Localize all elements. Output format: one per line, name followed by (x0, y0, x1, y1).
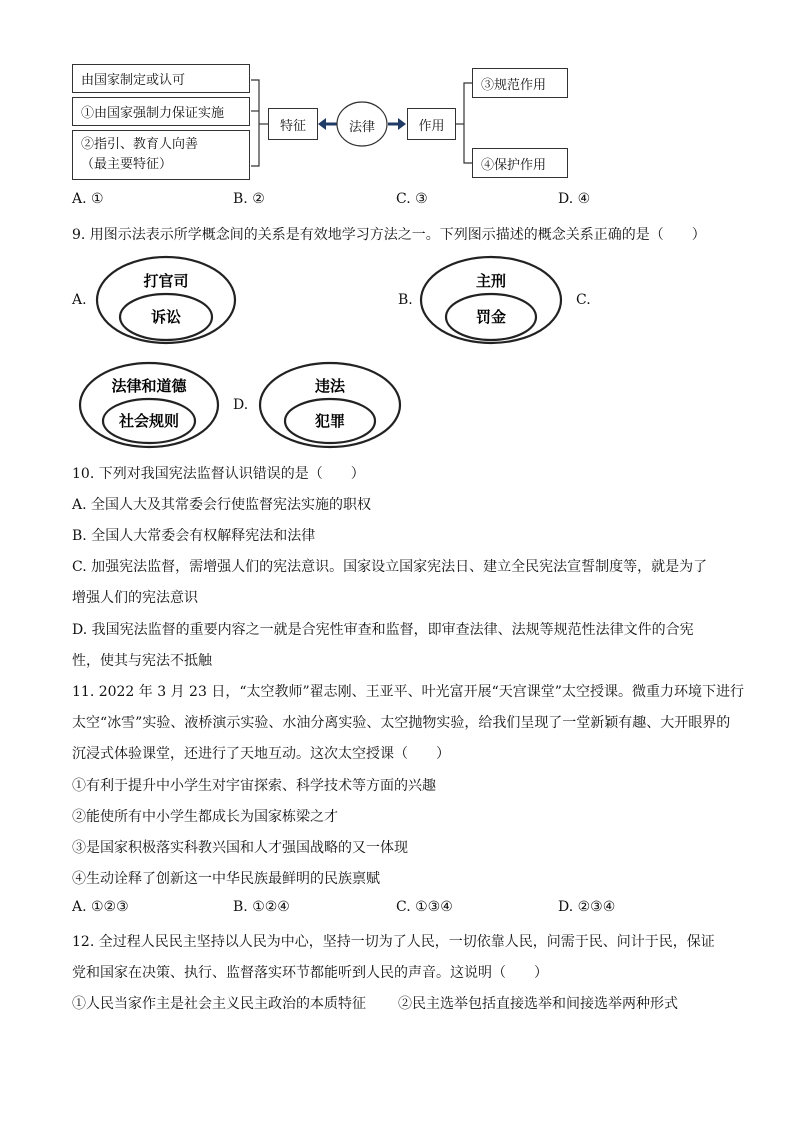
q10-option-c-line1: C. 加强宪法监督，需增强人们的宪法意识。国家设立国家宪法日、建立全民宪法宣誓制度等，就是为了 (72, 559, 708, 575)
diagram-a-outer (97, 257, 235, 343)
q9-stem: 9. 用图示法表示所学概念间的关系是有效地学习方法之一。下列图示描述的概念关系正确的是（ ） (72, 227, 706, 243)
diagram-c-inner-label: 社会规则 (118, 412, 180, 430)
feature-text-2: ①由国家强制力保证实施 (81, 106, 225, 121)
q8-option-b: B. ② (233, 191, 265, 207)
q11-stem-line3: 沉浸式体验课堂，还进行了天地互动。这次太空授课（ ） (72, 746, 450, 762)
q10-option-b: B. 全国人大常委会有权解释宪法和法律 (72, 528, 316, 544)
diagram-b-inner-label: 罚金 (475, 308, 507, 326)
q9-diagrams (0, 250, 794, 450)
function-box (407, 108, 456, 140)
q11-statement-2: ②能使所有中小学生都成长为国家栋梁之才 (72, 809, 338, 825)
diagram-d-outer (260, 363, 400, 447)
q9-label-c: C. (576, 292, 591, 308)
function-text-4: ④保护作用 (481, 157, 547, 173)
q12-statement-2: ②民主选举包括直接选举和间接选举两种形式 (398, 996, 678, 1012)
q9-label-a: A. (72, 292, 87, 308)
feature-text-1: 由国家制定或认可 (81, 73, 186, 88)
features-box (268, 108, 318, 140)
function-box-3 (472, 68, 568, 98)
q11-option-a: A. ①②③ (72, 899, 129, 915)
q11-statement-1: ①有利于提升中小学生对宇宙探索、科学技术等方面的兴趣 (72, 778, 436, 794)
features-label: 特征 (279, 118, 306, 134)
q10-option-d-line1: D. 我国宪法监督的重要内容之一就是合宪性审查和监督，即审查法律、法规等规范性法律文件的合宪 (72, 622, 694, 638)
q10-option-d-line2: 性，使其与宪法不抵触 (72, 653, 212, 669)
q12-statement-1: ①人民当家作主是社会主义民主政治的本质特征 (72, 996, 366, 1012)
function-text-3: ③规范作用 (481, 77, 547, 93)
diagram-d-inner-label: 犯罪 (314, 412, 346, 430)
q11-statement-4: ④生动诠释了创新这一中华民族最鲜明的民族禀赋 (72, 871, 380, 887)
diagram8-connectors (0, 0, 794, 200)
q11-stem-line2: 太空“冰雪”实验、液桥演示实验、水油分离实验、太空抛物实验，给我们呈现了一堂新颖有趣、大开眼界的 (72, 715, 731, 731)
q11-statement-3: ③是国家积极落实科教兴国和人才强国战略的又一体现 (72, 840, 408, 856)
diagram-a-inner-label: 诉讼 (150, 308, 182, 326)
q10-option-a: A. 全国人大及其常委会行使监督宪法实施的职权 (72, 497, 372, 513)
diagram-a-outer-label: 打官司 (143, 272, 189, 290)
q9-label-d: D. (233, 397, 249, 413)
function-box-4 (472, 148, 568, 178)
q8-option-d: D. ④ (558, 191, 591, 207)
diagram-b-outer (421, 257, 561, 343)
function-label: 作用 (418, 118, 445, 134)
feature-text-3b: （最主要特征） (81, 157, 173, 172)
diagram-c-outer (80, 363, 218, 447)
q11-option-b: B. ①②④ (233, 899, 290, 915)
diagram-b-outer-label: 主刑 (475, 272, 507, 290)
diagram-d-outer-label: 违法 (314, 377, 346, 395)
law-label: 法律 (348, 120, 375, 135)
q10-stem: 10. 下列对我国宪法监督认识错误的是（ ） (72, 466, 365, 482)
q9-label-b: B. (398, 292, 413, 308)
diagram-c-outer-label: 法律和道德 (111, 377, 187, 395)
q12-stem-line2: 党和国家在决策、执行、监督落实环节都能听到人民的声音。这说明（ ） (72, 965, 548, 981)
q12-stem-line1: 12. 全过程人民民主坚持以人民为中心，坚持一切为了人民，一切依靠人民，问需于民、问计于民，保证 (72, 934, 715, 950)
q8-option-c: C. ③ (396, 191, 428, 207)
feature-text-3a: ②指引、教育人向善 (81, 137, 199, 152)
q8-option-a: A. ① (72, 191, 104, 207)
q11-stem-line1: 11. 2022 年 3 月 23 日，“太空教师”翟志刚、王亚平、叶光富开展“天宫课堂”太空授课。微重力环境下进行 (72, 684, 744, 700)
q11-option-d: D. ②③④ (558, 899, 616, 915)
q10-option-c-line2: 增强人们的宪法意识 (72, 590, 198, 606)
q11-option-c: C. ①③④ (396, 899, 453, 915)
